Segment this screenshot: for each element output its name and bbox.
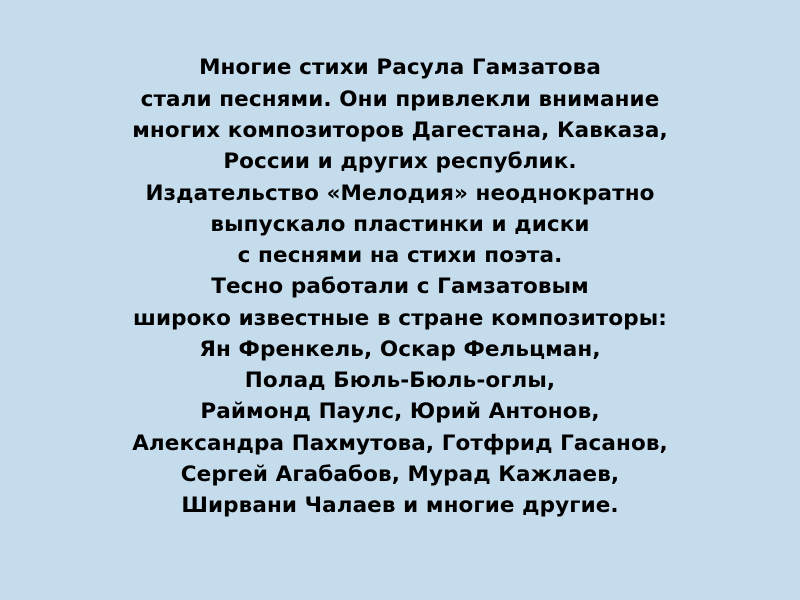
text-line: Полад Бюль-Бюль-оглы,: [244, 368, 556, 394]
text-line: Раймонд Паулс, Юрий Антонов,: [200, 399, 600, 425]
text-line: многих композиторов Дагестана, Кавказа,: [132, 117, 668, 143]
text-line: Александра Пахмутова, Готфрид Гасанов,: [132, 430, 668, 456]
text-line: широко известные в стране композиторы:: [133, 305, 667, 331]
text-line: выпускало пластинки и диски: [210, 211, 590, 237]
text-line: стали песнями. Они привлекли внимание: [140, 86, 660, 112]
text-line: России и других республик.: [223, 149, 577, 175]
text-line: Сергей Агабабов, Мурад Кажлаев,: [180, 462, 620, 488]
slide-body-text: [20, 52, 780, 547]
text-line: Ширвани Чалаев и многие другие.: [181, 493, 619, 519]
text-line: Тесно работали с Гамзатовым: [211, 274, 589, 300]
text-line: с песнями на стихи поэта.: [237, 243, 563, 269]
text-line: Издательство «Мелодия» неоднократно: [145, 180, 655, 206]
text-line: Многие стихи Расула Гамзатова: [199, 55, 601, 81]
text-line: Ян Френкель, Оскар Фельцман,: [199, 336, 601, 362]
